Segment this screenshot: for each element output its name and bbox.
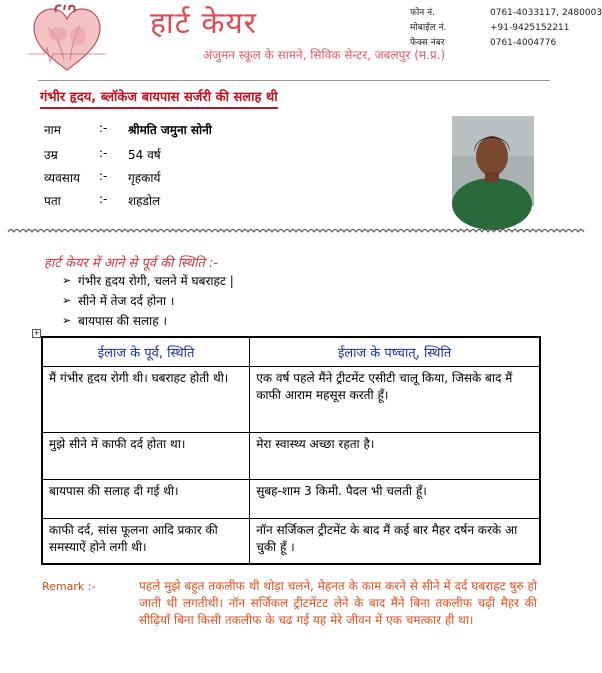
list-item-text: गंभीर हृदय रोगी, चलने में घबराहट | <box>78 274 234 288</box>
heart-logo-icon <box>28 4 106 74</box>
contact-phone <box>410 6 602 21</box>
list-item <box>62 311 234 331</box>
list-item <box>62 271 234 291</box>
table-anchor-icon[interactable]: + <box>33 329 40 337</box>
contact-mobile <box>410 21 602 36</box>
header-before: ईलाज के पूर्व, स्थिति <box>42 337 250 367</box>
table-row <box>42 433 540 480</box>
contact-label: फोन नं. <box>410 8 435 18</box>
table-cell: एक वर्ष पहले मैंने ट्रीटमेंट एसीटी चालू किया, जिसके बाद मैं काफी आराम महसूस करती हूँ। <box>250 367 540 433</box>
patient-photo <box>452 116 534 206</box>
info-value: श्रीमति जमुना सोनी <box>128 123 212 137</box>
contact-value: 0761-4004776 <box>490 38 557 48</box>
contact-fax <box>410 36 602 51</box>
info-value: शहडोल <box>128 194 161 208</box>
info-sep: :- <box>99 146 108 160</box>
arrow-bullet-icon: ➢ <box>62 294 72 307</box>
contact-label: फेक्स नंबर <box>410 38 445 48</box>
list-item <box>62 291 234 311</box>
remark-label: Remark :- <box>42 580 96 593</box>
case-subject: गंभीर हृदय, ब्लॉकेज बायपास सर्जरी की सलाह थी <box>40 87 278 109</box>
arrow-bullet-icon: ➢ <box>62 314 72 327</box>
contact-value: 0761-4033117, 2480003 <box>490 8 602 18</box>
info-key: उम्र <box>44 148 58 162</box>
info-value: 54 वर्ष <box>128 148 161 162</box>
pre-condition-title: हार्ट केयर में आने से पूर्व की स्थिति :- <box>44 256 219 271</box>
contact-block <box>410 6 602 51</box>
table-cell: मैं गंभीर हृदय रोगी थी। घबराहट होती थी। <box>42 367 250 433</box>
table-cell: मुझे सीने में काफी दर्द होता था। <box>42 433 250 480</box>
info-key: नाम <box>44 123 61 137</box>
header-after: ईलाज के पष्चात्, स्थिति <box>250 337 540 367</box>
remark-text: पहले मुझे बहुत तकलीफ थी थोड़ा चलने, मेहनत के काम करने से सीने में दर्द घबराहट षुरु हो जाती थी लगतीथी। नॉन सर्जिकल ट्रीटमेंटट लेने के बाद मैंने बिना तकलीफ चढ़ी मैहर की सीढ़ियॉं बिना किसी तकलीफ के चढ गई यह मेरे जीवन में एक चमत्कार ही था। <box>139 579 537 627</box>
table-cell: काफी दर्द, सांस फूलना आदि प्रकार की समस्याऐं होने लगी थी। <box>42 519 250 565</box>
table-cell: नॉन सर्जिकल ट्रीटमेंट के बाद मैं कई बार मैहर दर्षन करके आ चुकी हूँ । <box>250 519 540 565</box>
table-cell: सुबह-शाम 3 किमी. पैदल भी चलती हूँ। <box>250 480 540 519</box>
info-key: व्यवसाय <box>44 171 80 185</box>
table-row <box>42 367 540 433</box>
table-row <box>42 480 540 519</box>
pre-condition-list <box>62 271 234 331</box>
list-item-text: बायपास की सलाह । <box>78 314 167 328</box>
info-sep: :- <box>99 169 108 183</box>
table-cell: बायपास की सलाह दी गई थी। <box>42 480 250 519</box>
comparison-table <box>41 336 541 565</box>
table-cell: मेरा स्वास्थ्य अच्छा रहता है। <box>250 433 540 480</box>
info-key: पता <box>44 194 61 208</box>
info-value: गृहकार्य <box>128 171 161 185</box>
table-row <box>42 519 540 565</box>
contact-value: +91-9425152211 <box>490 23 570 33</box>
brand-name: हार्ट केयर <box>150 6 258 41</box>
header-divider <box>38 80 550 81</box>
contact-label: मोबाईल नं. <box>410 23 447 33</box>
section-divider <box>8 227 578 237</box>
table-header-row <box>42 337 540 367</box>
clinic-address: अंजुमन स्कूल के सामने, सिविक सेन्टर, जबलपुर (म.प्र.) <box>203 48 446 62</box>
list-item-text: सीने में तेज दर्द होना । <box>78 294 175 308</box>
info-sep: :- <box>99 121 108 135</box>
info-sep: :- <box>99 192 108 206</box>
arrow-bullet-icon: ➢ <box>62 274 72 287</box>
